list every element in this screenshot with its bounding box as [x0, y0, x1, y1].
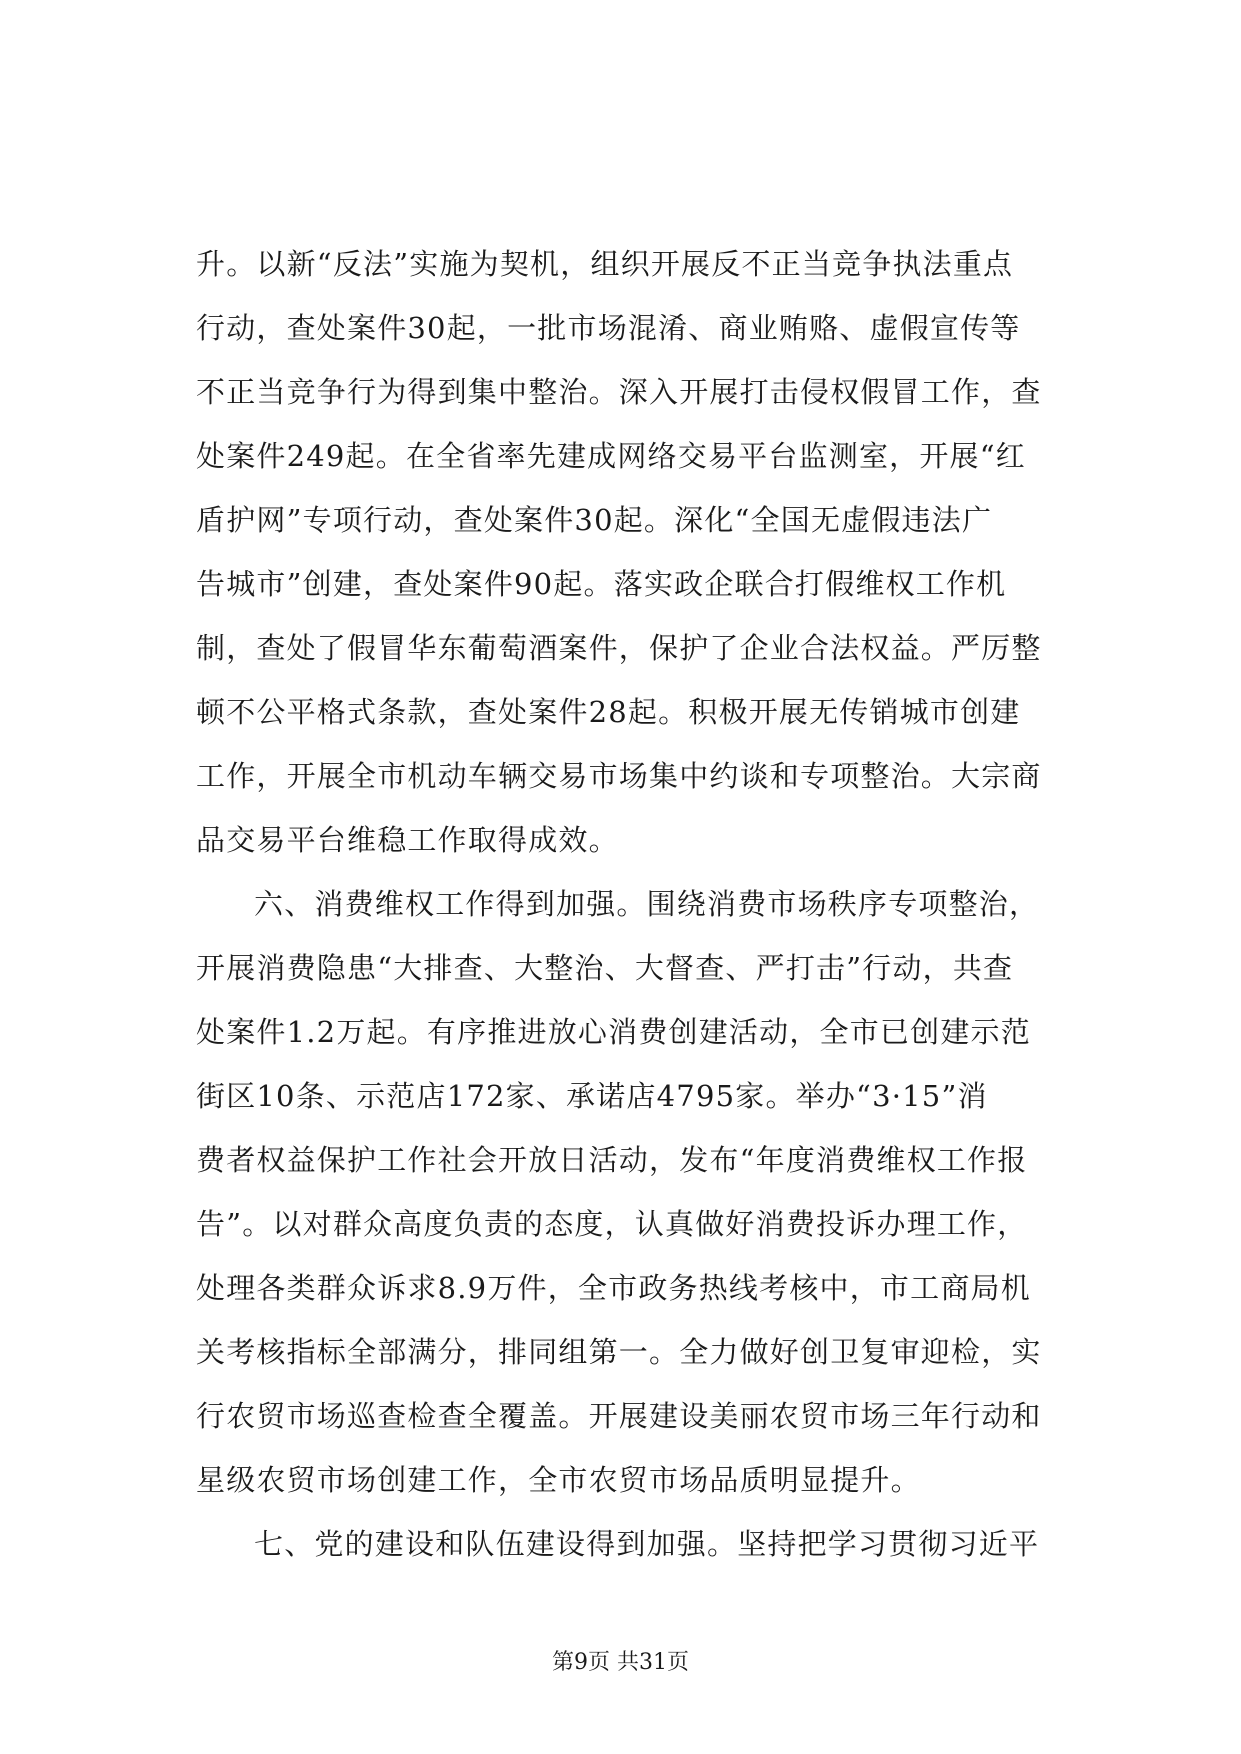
text-line: 街区10条、示范店172家、承诺店4795家。举办“3·15”消: [196, 1079, 988, 1113]
text-line: 行农贸市场巡查检查全覆盖。开展建设美丽农贸市场三年行动和: [196, 1399, 1042, 1433]
text-line: 制，查处了假冒华东葡萄酒案件，保护了企业合法权益。严厉整: [196, 631, 1042, 665]
text-line: 处案件1.2万起。有序推进放心消费创建活动，全市已创建示范: [196, 1015, 1031, 1049]
text-line: 告”。以对群众高度负责的态度，认真做好消费投诉办理工作，: [196, 1207, 1028, 1241]
text-line: 星级农贸市场创建工作，全市农贸市场品质明显提升。: [196, 1463, 921, 1497]
paragraph-start-line: 六、消费维权工作得到加强。围绕消费市场秩序专项整治，: [254, 887, 1040, 921]
text-line: 关考核指标全部满分，排同组第一。全力做好创卫复审迎检，实: [196, 1335, 1042, 1369]
text-line: 品交易平台维稳工作取得成效。: [196, 823, 619, 857]
text-line: 不正当竞争行为得到集中整治。深入开展打击侵权假冒工作，查: [196, 375, 1042, 409]
document-body: [196, 232, 1096, 1576]
text-line: 处案件249起。在全省率先建成网络交易平台监测室，开展“红: [196, 439, 1026, 473]
text-line: 升。以新“反法”实施为契机，组织开展反不正当竞争执法重点: [196, 247, 1014, 281]
text-line: 告城市”创建，查处案件90起。落实政企联合打假维权工作机: [196, 567, 1007, 601]
paragraph-start-line: 七、党的建设和队伍建设得到加强。坚持把学习贯彻习近平: [254, 1527, 1040, 1561]
text-line: 行动，查处案件30起，一批市场混淆、商业贿赂、虚假宣传等: [196, 311, 1021, 345]
text-line: 盾护网”专项行动，查处案件30起。深化“全国无虚假违法广: [196, 503, 993, 537]
text-line: 顿不公平格式条款，查处案件28起。积极开展无传销城市创建: [196, 695, 1021, 729]
text-line: 费者权益保护工作社会开放日活动，发布“年度消费维权工作报: [196, 1143, 1028, 1177]
text-line: 开展消费隐患“大排查、大整治、大督查、严打击”行动，共查: [196, 951, 1014, 985]
text-line: 工作，开展全市机动车辆交易市场集中约谈和专项整治。大宗商: [196, 759, 1042, 793]
page-number: 第9页 共31页: [552, 1650, 689, 1675]
text-line: 处理各类群众诉求8.9万件，全市政务热线考核中，市工商局机: [196, 1271, 1031, 1305]
page-footer: [0, 1648, 1241, 1678]
